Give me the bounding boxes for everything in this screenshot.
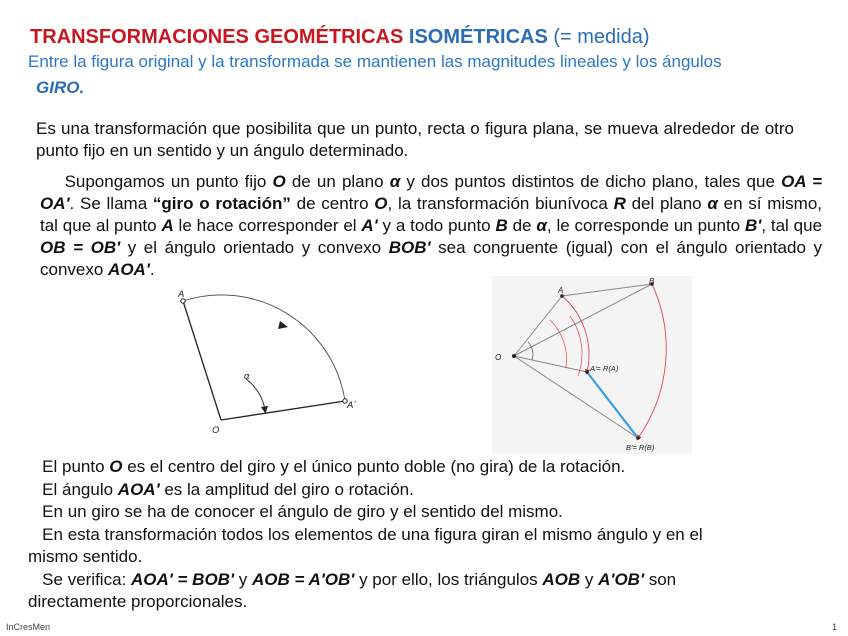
note-line-3: En un giro se ha de conocer el ángulo de giro y el sentido del mismo. (42, 502, 563, 521)
angle-arc (246, 379, 265, 410)
bottom-notes (28, 456, 798, 614)
title-part2: ISOMÉTRICAS (408, 26, 548, 48)
label-a-prime: A'= R(A) (590, 364, 619, 373)
label-a: A (178, 289, 185, 300)
title-part1: TRANSFORMACIONES GEOMÉTRICAS (30, 26, 404, 48)
label-alpha: α (244, 371, 250, 382)
label-o: O (495, 353, 502, 362)
footer-author: InCresMen (6, 622, 51, 632)
point-o (512, 354, 516, 358)
rotation-figure-2 (492, 276, 692, 454)
point-a-prime (585, 370, 589, 374)
segment-oa-prime (221, 401, 345, 420)
page-number: 1 (832, 622, 838, 632)
rotation-figure-1 (170, 283, 370, 438)
segment-oa (183, 301, 221, 420)
definition-paragraph: Es una transformación que posibilita que un punto, recta o figura plana, se mueva alrededor de otro punto fijo en un sentido y un ángulo determinado. (36, 119, 794, 160)
explanation-paragraph: Supongamos un punto fijo O de un plano α y dos puntos distintos de dicho plano, tales que OA = OA'. Se llama “giro o rotación” de centro O, la transformación biunívoca R del plano α en sí mismo, tal que al punto A le hace corresponder el A' y a todo punto B de α, le corresponde un punto B', tal que OB = OB' y el ángulo orientado y convexo BOB' sea congruente (igual) con el ángulo orientado y convexo AOA'. (40, 172, 823, 279)
label-a: A (558, 286, 564, 295)
title-part3: (= medida) (553, 26, 650, 48)
label-b: B (649, 277, 655, 286)
note-line-4: En esta transformación todos los elementos de una figura giran el mismo ángulo y en el (42, 524, 703, 544)
rotation-arc (183, 295, 345, 401)
note-line-5: mismo sentido. (28, 547, 143, 566)
point-b-prime (636, 436, 640, 440)
label-o: O (212, 425, 220, 436)
arc-arrow (278, 321, 288, 329)
note-line-6: Se verifica: AOA' = BOB' y AOB = A'OB' y por ello, los triángulos AOB y A'OB' son (42, 569, 677, 589)
note-line-1: El punto O es el centro del giro y el único punto doble (no gira) de la rotación. (42, 457, 626, 476)
note-line-2: El ángulo AOA' es la amplitud del giro o rotación. (42, 479, 414, 499)
label-b-prime: B'= R(B) (626, 443, 655, 452)
page-title (30, 26, 650, 49)
section-heading: GIRO. (36, 78, 85, 97)
subtitle: Entre la figura original y la transformada se mantienen las magnitudes lineales y los ángulos (28, 52, 722, 71)
label-a-prime: A´ (347, 400, 357, 411)
note-line-7: directamente proporcionales. (28, 592, 248, 611)
